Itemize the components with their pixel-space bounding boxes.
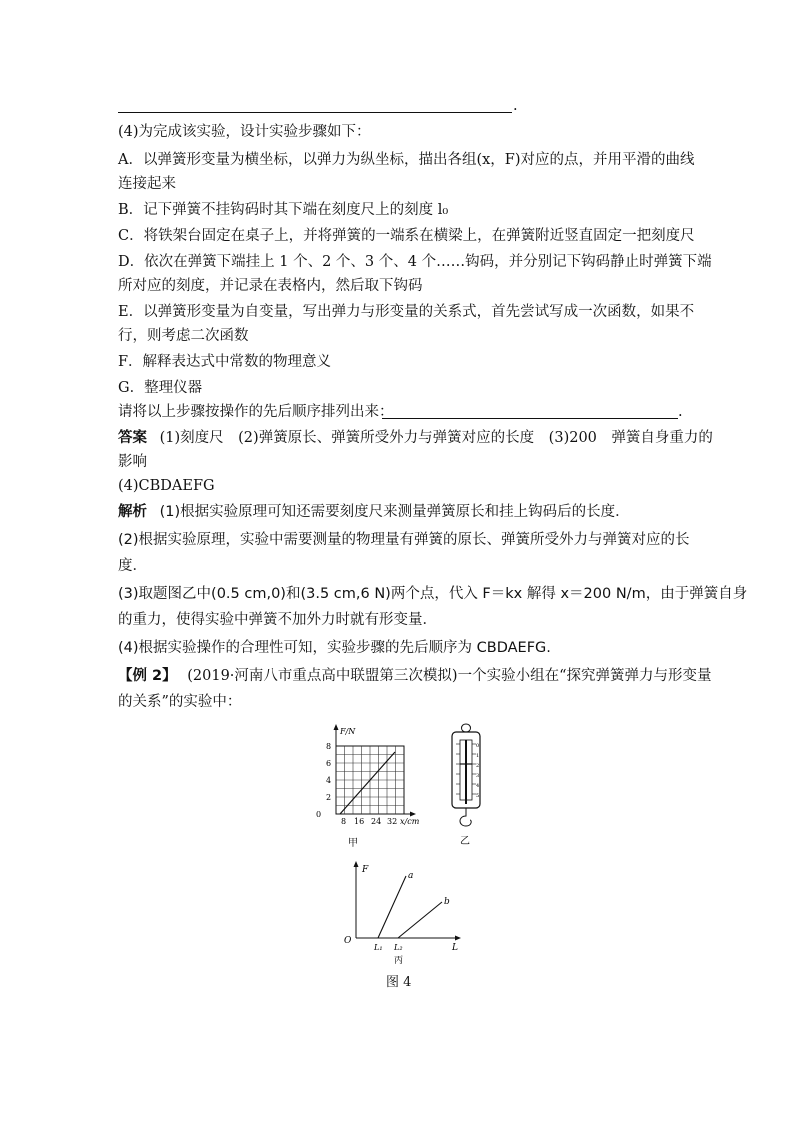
bing-L2-label: L₂ <box>394 943 403 952</box>
jia-origin: 0 <box>316 810 322 819</box>
bing-L-label: L <box>452 943 458 953</box>
jia-x-arrow <box>410 812 416 817</box>
jia-xtick-16: 16 <box>354 817 365 826</box>
jia-ytick-8: 8 <box>326 742 332 751</box>
example-label: 【例 2】 <box>118 668 177 684</box>
answer-blank-line <box>118 98 512 113</box>
step-e-line2: 行，则考虑二次函数 <box>118 328 249 344</box>
figure-caption: 图 4 <box>386 975 412 990</box>
bing-x-arrow <box>455 936 461 941</box>
answer-label: 答案 <box>118 430 147 446</box>
example-line1 <box>118 666 711 686</box>
bing-a-label: a <box>408 871 414 881</box>
jia-xtick-24: 24 <box>371 817 382 826</box>
yi-caption: 乙 <box>460 836 470 847</box>
yi-scale-3: 3 <box>476 773 480 779</box>
figure-jia <box>302 722 442 852</box>
answer-line3: (4)CBDAEFG <box>118 478 215 494</box>
figure-yi <box>436 720 496 850</box>
example-text1: (2019·河南八市重点高中联盟第三次模拟)一个实验小组在“探究弹簧弹力与形变量 <box>187 668 712 684</box>
answer-line2: 影响 <box>118 454 147 470</box>
step-b: B．记下弹簧不挂钩码时其下端在刻度尺上的刻度 l₀ <box>118 202 449 218</box>
step-a-line2: 连接起来 <box>118 176 176 192</box>
jia-xtick-32: 32 <box>387 817 398 826</box>
bing-caption: 丙 <box>394 956 404 966</box>
order-blank-line <box>382 404 678 419</box>
jia-caption: 甲 <box>348 838 358 849</box>
blank-period: . <box>513 98 518 114</box>
step-d-line2: 所对应的刻度，并记录在表格内，然后取下钩码 <box>118 278 423 294</box>
jia-ytick-2: 2 <box>326 793 332 802</box>
step-g: G．整理仪器 <box>118 380 203 396</box>
analysis-label: 解析 <box>118 504 147 520</box>
step-d-line1: D．依次在弹簧下端挂上 1 个、2 个、3 个、4 个……钩码，并分别记下钩码静止时弹簧下端 <box>118 254 712 270</box>
yi-scale-5: 5 <box>476 793 480 799</box>
jia-ytick-4: 4 <box>326 776 332 785</box>
analysis-line1 <box>118 502 630 522</box>
bing-y-arrow <box>354 861 359 867</box>
yi-scale-0: 0 <box>476 743 480 749</box>
yi-scale-2: 2 <box>476 763 480 769</box>
analysis-line2: (2)根据实验原理，实验中需要测量的物理量有弹簧的原长、弹簧所受外力与弹簧对应的长 <box>118 532 690 548</box>
jia-xlabel: x/cm <box>400 817 420 826</box>
order-blank-period: . <box>678 404 683 420</box>
bing-line-b <box>398 902 442 938</box>
analysis-text1: (1)根据实验原理可知还需要刻度尺来测量弹簧原长和挂上钩码后的长度． <box>159 504 630 520</box>
step-f: F．解释表达式中常数的物理意义 <box>118 354 332 370</box>
q4-intro: (4)为完成该实验，设计实验步骤如下： <box>118 124 371 140</box>
bing-L1-label: L₁ <box>374 943 383 952</box>
yi-bottom-hook <box>460 808 471 826</box>
step-c: C．将铁架台固定在桌子上，并将弹簧的一端系在横梁上，在弹簧附近竖直固定一把刻度尺 <box>118 228 695 244</box>
bing-O-label: O <box>344 936 352 946</box>
figure-bing <box>334 858 474 968</box>
bing-b-label: b <box>444 897 450 907</box>
order-question: 请将以上步骤按操作的先后顺序排列出来： <box>118 404 394 420</box>
bing-F-label: F <box>362 865 369 875</box>
yi-scale-4: 4 <box>476 783 480 789</box>
answer-text1: (1)刻度尺 (2)弹簧原长、弹簧所受外力与弹簧对应的长度 (3)200 弹簧自身重力的 <box>159 430 713 446</box>
bing-line-a <box>378 876 406 938</box>
jia-y-arrow <box>334 724 339 730</box>
yi-scale-1: 1 <box>476 753 480 759</box>
jia-xtick-8: 8 <box>341 817 347 826</box>
analysis-line3: 度． <box>118 558 147 574</box>
answer-line1 <box>118 428 713 448</box>
step-e-line1: E．以弹簧形变量为自变量，写出弹力与形变量的关系式，首先尝试写成一次函数，如果不 <box>118 304 695 320</box>
jia-ylabel: F/N <box>340 727 356 736</box>
step-a-line1: A．以弹簧形变量为横坐标，以弹力为纵坐标，描出各组(x，F)对应的点，并用平滑的曲线 <box>118 152 695 168</box>
analysis-line6: (4)根据实验操作的合理性可知，实验步骤的先后顺序为 CBDAEFG. <box>118 640 551 656</box>
jia-ytick-6: 6 <box>326 759 332 768</box>
analysis-line5: 的重力，使得实验中弹簧不加外力时就有形变量． <box>118 612 437 628</box>
yi-top-hook <box>462 724 471 732</box>
analysis-line4: (3)取题图乙中(0.5 cm,0)和(3.5 cm,6 N)两个点，代入 F＝kx 解得 x＝200 N/m，由于弹簧自身 <box>118 586 748 602</box>
example-line2: 的关系”的实验中： <box>118 694 242 710</box>
